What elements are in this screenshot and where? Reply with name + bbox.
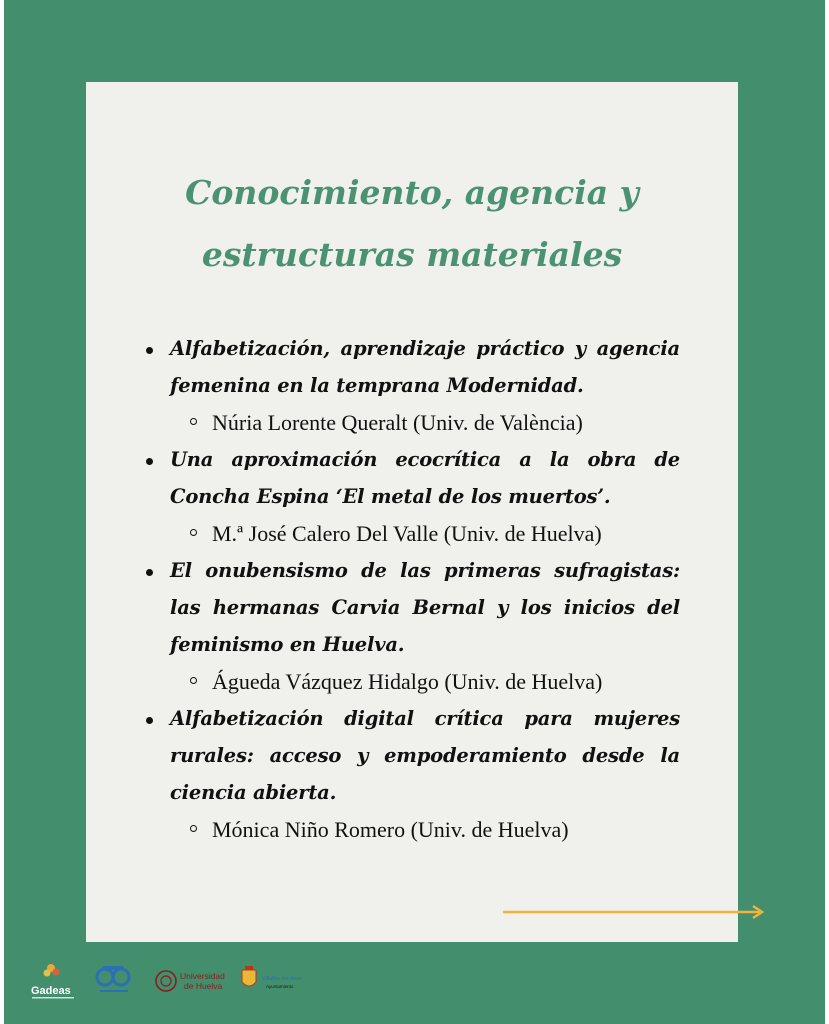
list-item [140,330,680,441]
ayuntamiento-label-1: Villalba del Alcor [262,976,303,982]
ayuntamiento-label-2: Ayuntamiento [266,984,294,989]
gadeas-label: Gadeas [31,985,71,997]
talk-list [140,330,680,848]
ayuntamiento-logo [242,966,302,989]
sponsor-logos [4,950,404,1010]
author-label: Mónica Niño Romero (Univ. de Huelva) [212,817,569,842]
author-label: Águeda Vázquez Hidalgo (Univ. de Huelva) [212,669,603,694]
list-item [140,552,680,700]
talk-author [170,811,680,848]
gadeas-logo [31,964,74,999]
title-line-2: estructuras materiales [201,235,623,274]
bullet-icon [146,347,153,354]
talk-title: El onubensismo de las primeras sufragistas: las hermanas Carvia Bernal y los inicios del feminismo en Huelva. [170,559,680,656]
universidad-label-1: Universidad [180,971,225,981]
list-item [140,441,680,552]
title-line-1: Conocimiento, agencia y [185,173,639,212]
next-arrow-icon[interactable] [503,904,765,920]
circle-bullet-icon [190,529,197,536]
page-title [86,162,738,286]
diputacion-logo [97,966,129,992]
talk-title: Alfabetización digital crítica para mujeres rurales: acceso y empoderamiento desde la ciencia abierta. [170,707,680,804]
page-background [4,0,825,1024]
talk-title: Una aproximación ecocrítica a la obra de Concha Espina ‘El metal de los muertos’. [170,448,680,508]
universidad-huelva-logo [156,971,225,991]
circle-bullet-icon [190,825,197,832]
content-card [86,82,738,942]
talk-author [170,515,680,552]
author-label: M.ª José Calero Del Valle (Univ. de Huelva) [212,521,602,546]
talk-author [170,404,680,441]
talk-author [170,663,680,700]
author-label: Núria Lorente Queralt (Univ. de València) [212,410,583,435]
bullet-icon [146,458,153,465]
universidad-label-2: de Huelva [184,981,223,991]
bullet-icon [146,569,153,576]
list-item [140,700,680,848]
circle-bullet-icon [190,418,197,425]
talk-title: Alfabetización, aprendizaje práctico y agencia femenina en la temprana Modernidad. [170,337,680,397]
circle-bullet-icon [190,677,197,684]
bullet-icon [146,717,153,724]
